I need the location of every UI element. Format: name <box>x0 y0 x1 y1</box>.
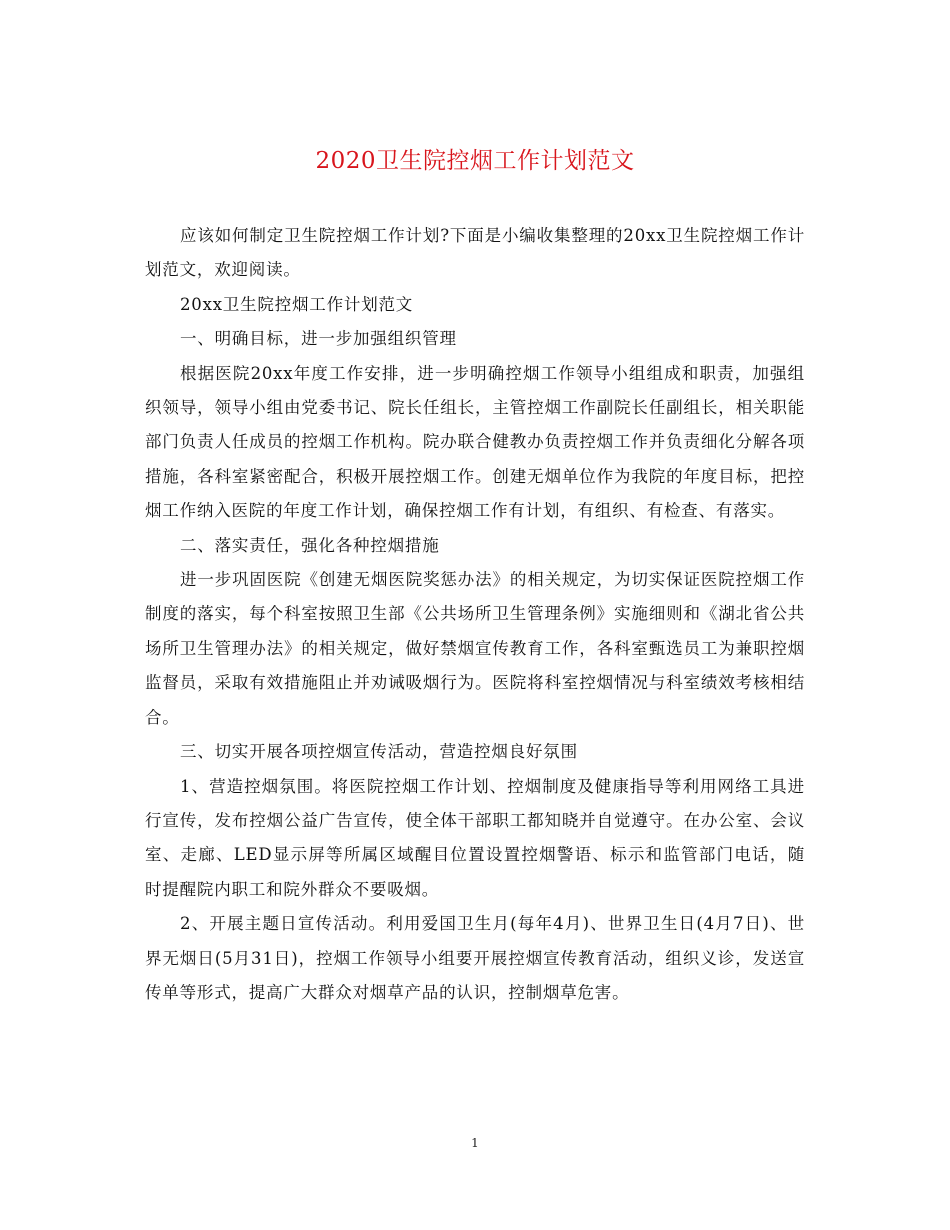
subtitle-paragraph: 20xx卫生院控烟工作计划范文 <box>180 294 414 314</box>
section-heading-2: 二、落实责任，强化各种控烟措施 <box>180 535 440 555</box>
document-body <box>145 219 805 1010</box>
page-number: 1 <box>471 1136 479 1150</box>
document-title: 2020卫生院控烟工作计划范文 <box>315 148 635 174</box>
section-heading-1: 一、明确目标，进一步加强组织管理 <box>180 329 457 349</box>
section-2-paragraph: 进一步巩固医院《创建无烟医院奖惩办法》的相关规定，为切实保证医院控烟工作制度的落实，每个科室按照卫生部《公共场所卫生管理条例》实施细则和《湖北省公共场所卫生管理办法》的相关规定，做好禁烟宣传教育工作，各科室甄选员工为兼职控烟监督员，采取有效措施阻止并劝诫吸烟行为。医院将科室控烟情况与科室绩效考核相结合。 <box>145 570 805 727</box>
section-heading-3: 三、切实开展各项控烟宣传活动，营造控烟良好氛围 <box>180 742 578 762</box>
section-3-item-2: 2、开展主题日宣传活动。利用爱国卫生月(每年4月)、世界卫生日(4月7日)、世界无烟日(5月31日)，控烟工作领导小组要开展控烟宣传教育活动，组织义诊，发送宣传单等形式，提高广大群众对烟草产品的认识，控制烟草危害。 <box>145 914 805 1002</box>
intro-paragraph: 应该如何制定卫生院控烟工作计划?下面是小编收集整理的20xx卫生院控烟工作计划范文，欢迎阅读。 <box>145 226 805 280</box>
section-3-item-1: 1、营造控烟氛围。将医院控烟工作计划、控烟制度及健康指导等利用网络工具进行宣传，发布控烟公益广告宣传，使全体干部职工都知晓并自觉遵守。在办公室、会议室、走廊、LED显示屏等所属区域醒目位置设置控烟警语、标示和监管部门电话，随时提醒院内职工和院外群众不要吸烟。 <box>145 776 805 899</box>
section-1-paragraph: 根据医院20xx年度工作安排，进一步明确控烟工作领导小组组成和职责，加强组织领导，领导小组由党委书记、院长任组长，主管控烟工作副院长任副组长，相关职能部门负责人任成员的控烟工作机构。院办联合健教办负责控烟工作并负责细化分解各项措施，各科室紧密配合，积极开展控烟工作。创建无烟单位作为我院的年度目标，把控烟工作纳入医院的年度工作计划，确保控烟工作有计划，有组织、有检查、有落实。 <box>145 363 805 521</box>
